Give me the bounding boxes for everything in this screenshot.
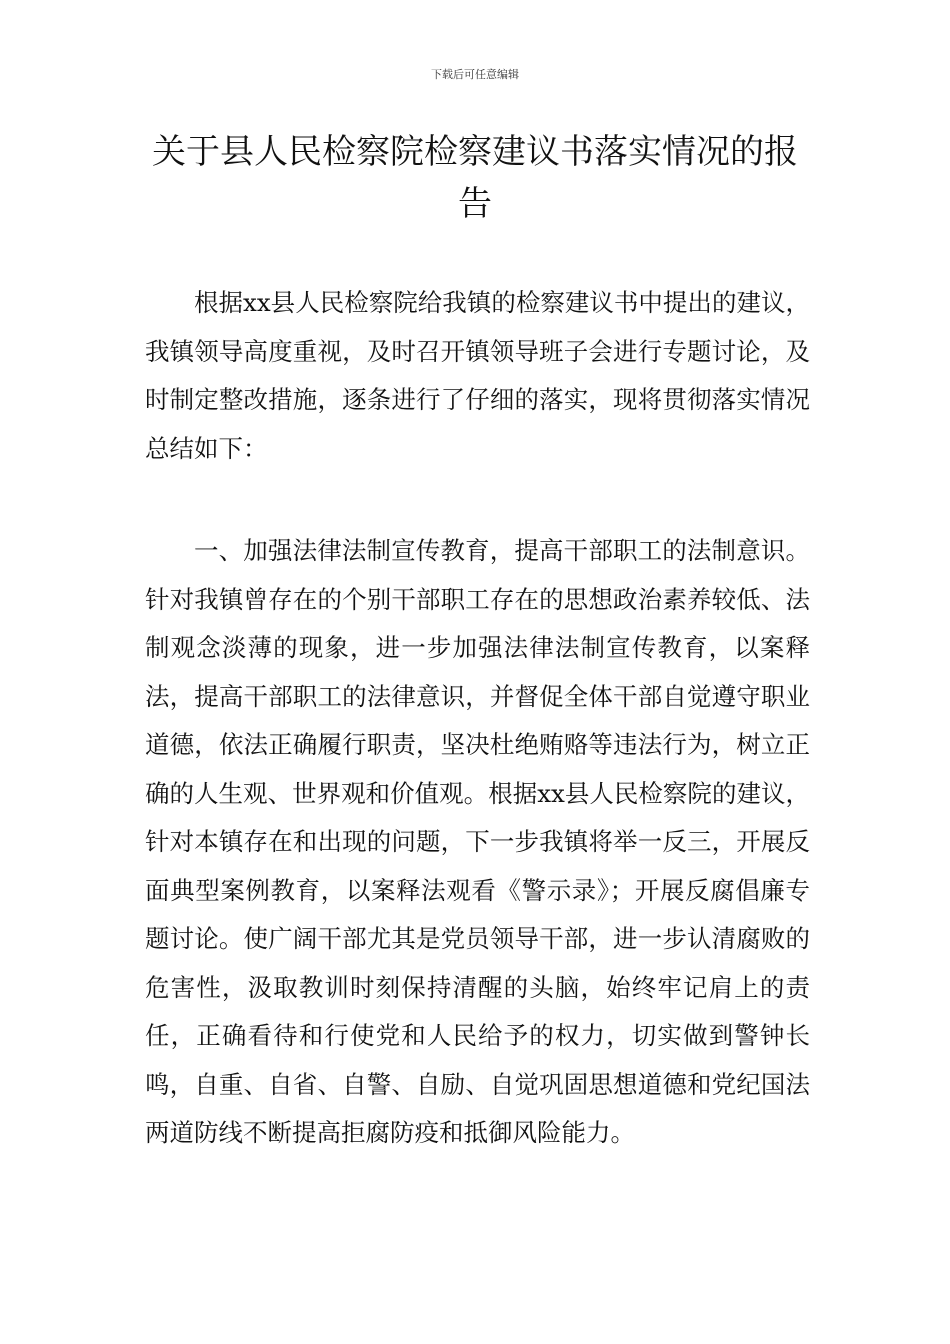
paragraph-intro: 根据xx县人民检察院给我镇的检察建议书中提出的建议，我镇领导高度重视，及时召开镇领导班子会进行专题讨论，及时制定整改措施，逐条进行了仔细的落实，现将贯彻落实情况总结如下： xyxy=(145,288,810,463)
header-note: 下载后可任意编辑 xyxy=(431,68,519,81)
paragraph-section-1: 一、加强法律法制宣传教育，提高干部职工的法制意识。针对我镇曾存在的个别干部职工存在的思想政治素养较低、法制观念淡薄的现象，进一步加强法律法制宣传教育，以案释法，提高干部职工的法律意识，并督促全体干部自觉遵守职业道德，依法正确履行职责，坚决杜绝贿赂等违法行为，树立正确的人生观、世界观和价值观。根据xx县人民检察院的建议，针对本镇存在和出现的问题，下一步我镇将举一反三，开展反面典型案例教育，以案释法观看《警示录》；开展反腐倡廉专题讨论。使广阔干部尤其是党员领导干部，进一步认清腐败的危害性，汲取教训时刻保持清醒的头脑，始终牢记肩上的责任，正确看待和行使党和人民给予的权力，切实做到警钟长鸣，自重、自省、自警、自励、自觉巩固思想道德和党纪国法两道防线不断提高拒腐防疫和抵御风险能力。 xyxy=(145,536,810,1147)
document-title: 关于县人民检察院检察建议书落实情况的报告 xyxy=(152,132,798,224)
